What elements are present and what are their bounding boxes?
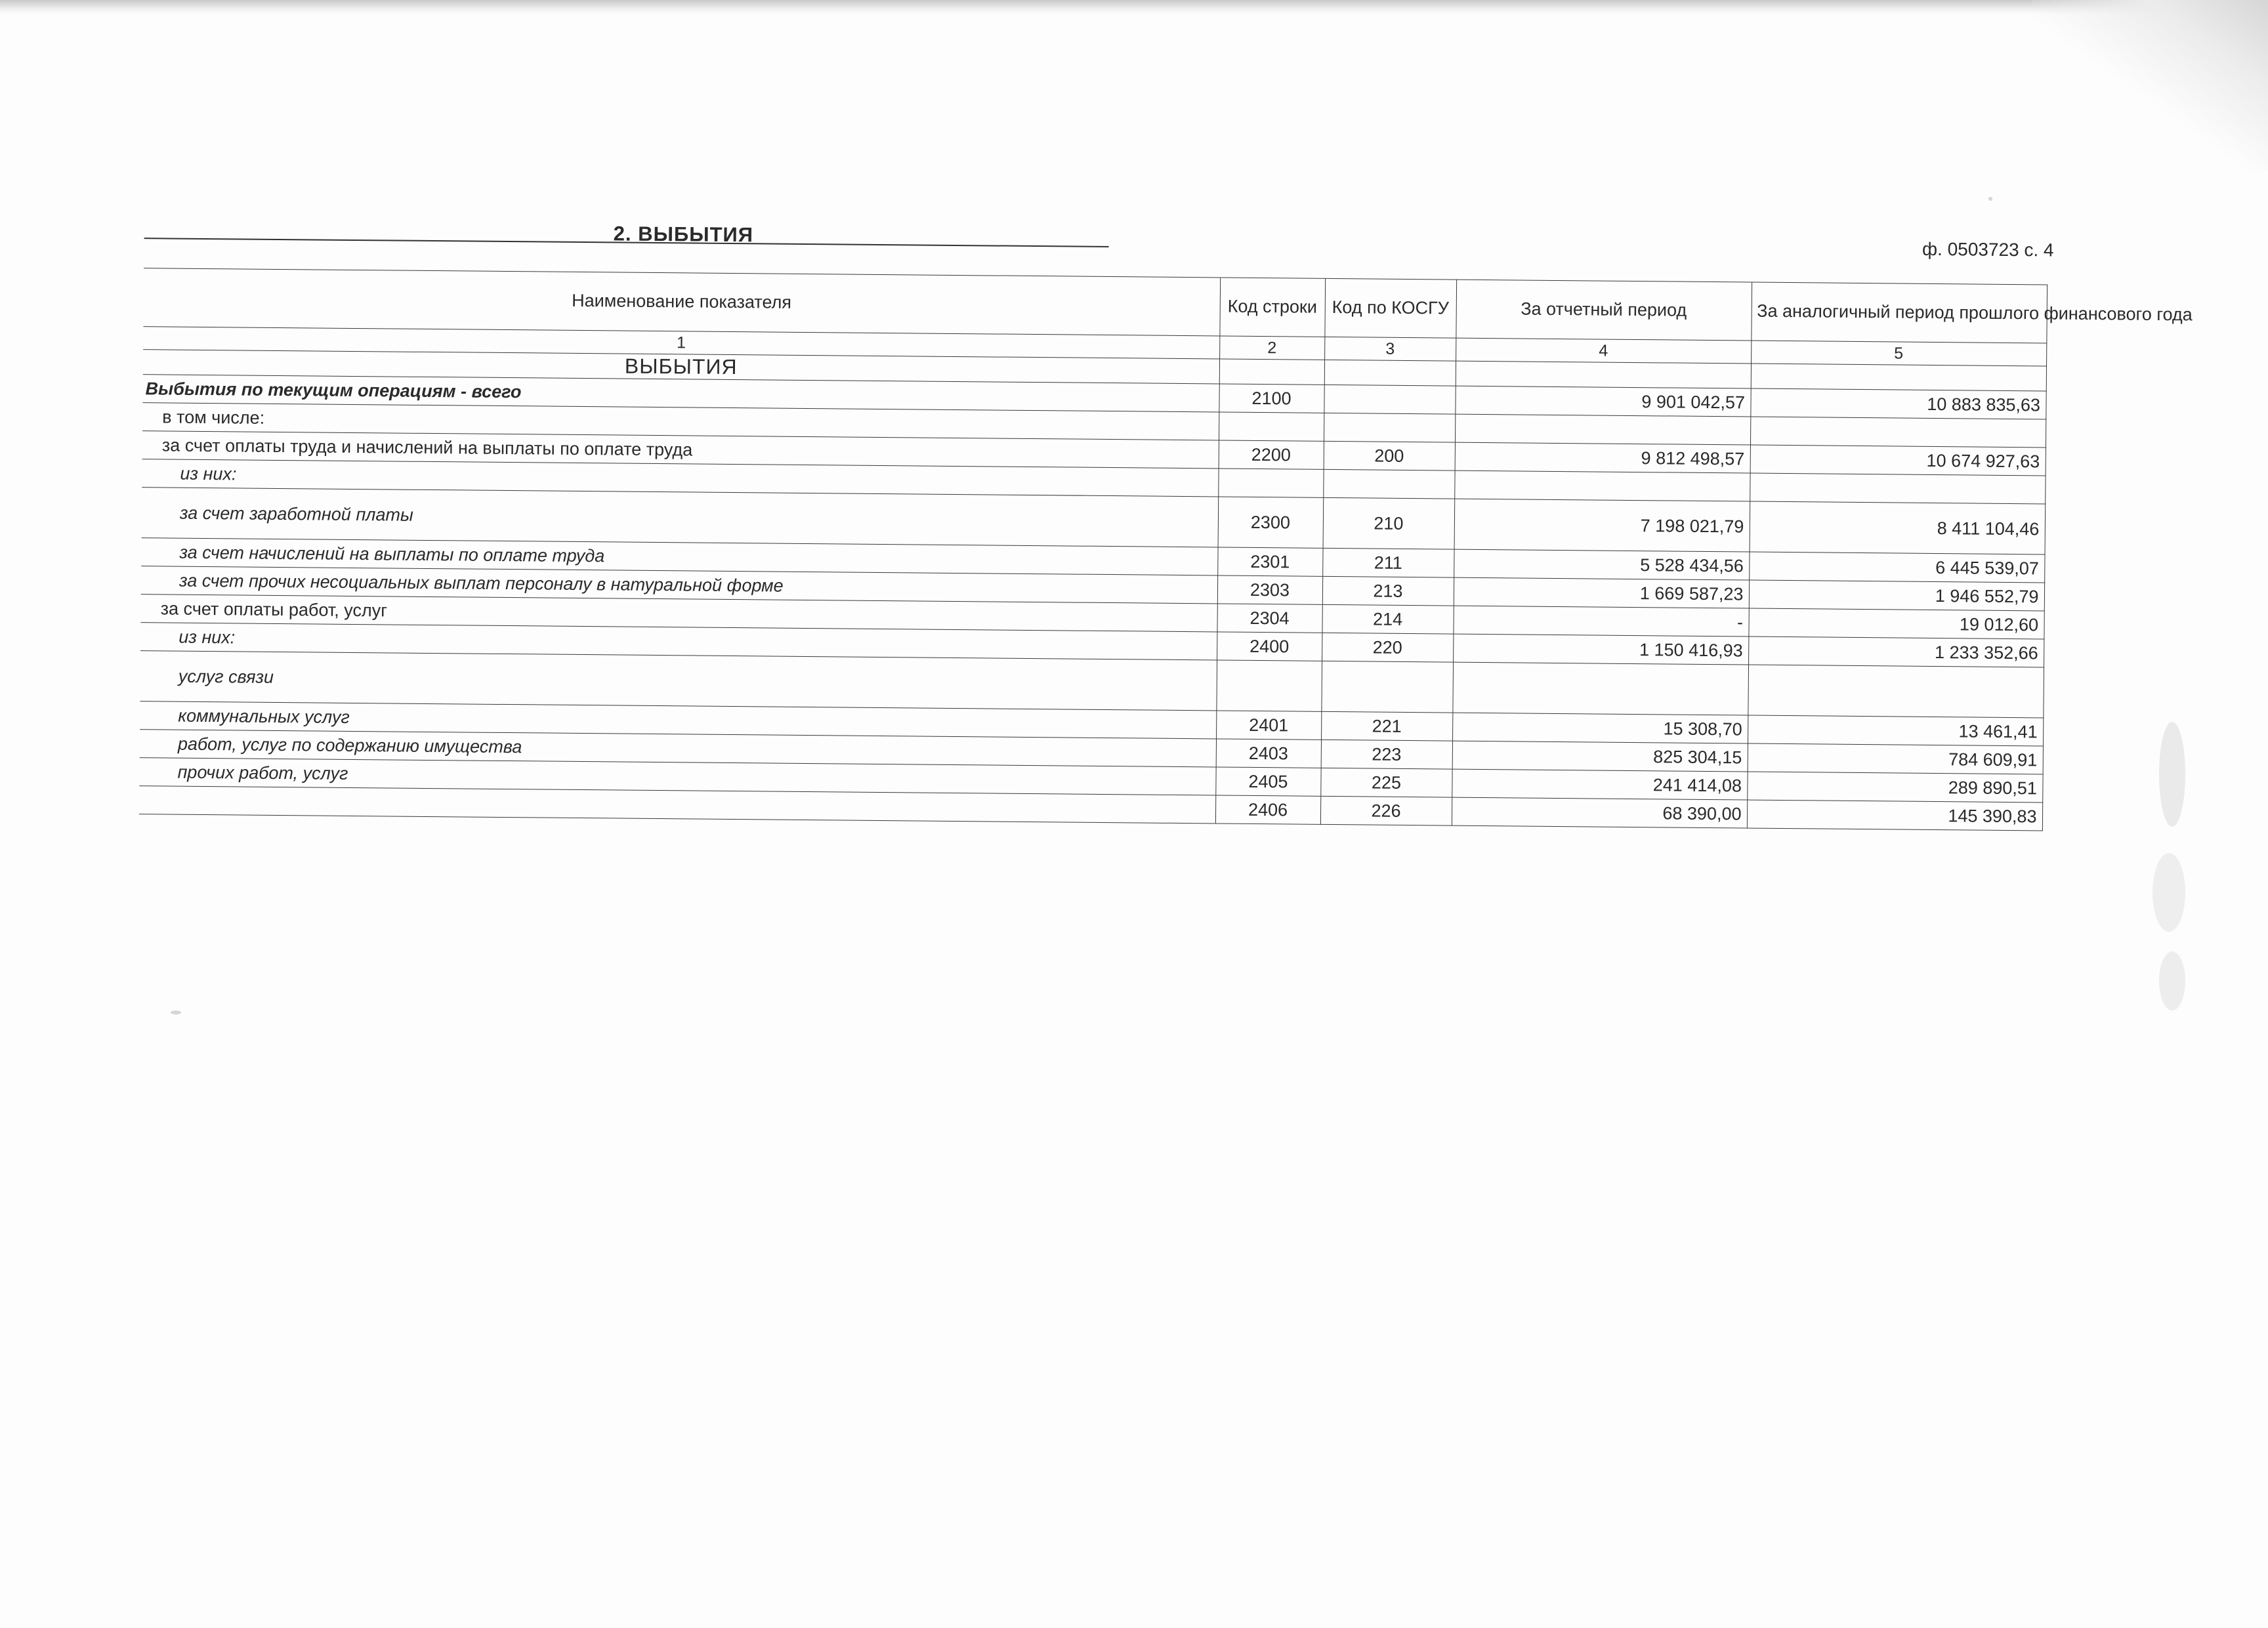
row-name: за счет оплаты работ, услуг bbox=[141, 595, 1217, 632]
row-previous bbox=[1748, 665, 2044, 718]
scan-speckle bbox=[2152, 853, 2185, 932]
row-current: 68 390,00 bbox=[1452, 797, 1747, 828]
row-code bbox=[1219, 412, 1324, 441]
row-name: за счет начислений на выплаты по оплате труда bbox=[141, 538, 1217, 575]
row-current bbox=[1452, 662, 1748, 715]
row-code: 2300 bbox=[1218, 497, 1324, 548]
row-previous: 289 890,51 bbox=[1747, 772, 2042, 803]
row-code: 2301 bbox=[1217, 547, 1322, 576]
row-name: за счет прочих несоциальных выплат персоналу в натуральной форме bbox=[141, 566, 1217, 604]
row-current: 9 901 042,57 bbox=[1455, 386, 1750, 417]
header-name: Наименование показателя bbox=[143, 268, 1220, 336]
scan-speckle bbox=[1988, 197, 1992, 201]
row-kosgu: 223 bbox=[1321, 740, 1452, 769]
column-number: 1 bbox=[143, 327, 1219, 359]
row-kosgu: 220 bbox=[1322, 633, 1453, 662]
row-code: 2405 bbox=[1215, 767, 1320, 796]
row-current: - bbox=[1453, 606, 1748, 637]
row-kosgu bbox=[1323, 469, 1454, 499]
row-code: 2403 bbox=[1216, 739, 1321, 768]
row-name: в том числе: bbox=[142, 403, 1219, 440]
scan-corner-shade bbox=[2032, 0, 2268, 171]
row-kosgu: 225 bbox=[1320, 768, 1452, 797]
outflows-table bbox=[139, 268, 2193, 831]
row-kosgu bbox=[1321, 661, 1453, 713]
row-kosgu: 221 bbox=[1321, 711, 1452, 741]
row-previous: 1 233 352,66 bbox=[1748, 637, 2044, 667]
row-code bbox=[1218, 469, 1323, 497]
section-label: ВЫБЫТИЯ bbox=[143, 350, 1219, 384]
row-previous: 145 390,83 bbox=[1747, 800, 2042, 831]
row-name: услуг связи bbox=[140, 651, 1217, 711]
row-code: 2406 bbox=[1215, 795, 1320, 824]
empty-cell bbox=[1456, 361, 1751, 388]
row-current: 7 198 021,79 bbox=[1454, 499, 1750, 552]
row-previous bbox=[1750, 473, 2045, 504]
empty-cell bbox=[1324, 360, 1456, 386]
row-current: 1 150 416,93 bbox=[1453, 634, 1748, 665]
row-current: 241 414,08 bbox=[1452, 769, 1747, 800]
column-number: 2 bbox=[1219, 336, 1324, 360]
column-number: 5 bbox=[1751, 341, 2046, 366]
row-name: из них: bbox=[142, 459, 1218, 497]
row-kosgu bbox=[1324, 385, 1455, 414]
scan-top-edge bbox=[0, 0, 2268, 14]
row-previous: 19 012,60 bbox=[1748, 608, 2044, 639]
header-kosgu: Код по КОСГУ bbox=[1324, 278, 1456, 338]
row-current: 15 308,70 bbox=[1452, 713, 1748, 743]
header-line-code: Код строки bbox=[1219, 278, 1325, 337]
row-previous: 1 946 552,79 bbox=[1749, 580, 2044, 611]
row-current: 1 669 587,23 bbox=[1454, 577, 1749, 608]
section-title: 2. ВЫБЫТИЯ bbox=[613, 222, 754, 247]
row-name: из них: bbox=[140, 623, 1217, 660]
scan-speckle bbox=[2159, 722, 2185, 827]
row-current: 825 304,15 bbox=[1452, 741, 1748, 772]
row-name: за счет заработной платы bbox=[142, 488, 1219, 547]
row-kosgu: 200 bbox=[1324, 441, 1455, 470]
row-previous: 8 411 104,46 bbox=[1750, 501, 2046, 554]
row-previous: 13 461,41 bbox=[1748, 715, 2043, 746]
column-number: 3 bbox=[1324, 337, 1456, 361]
row-kosgu: 226 bbox=[1320, 796, 1452, 825]
row-name: Выбытия по текущим операциям - всего bbox=[142, 375, 1219, 412]
row-kosgu bbox=[1324, 413, 1455, 442]
row-current bbox=[1455, 414, 1750, 445]
scan-speckle bbox=[171, 1011, 181, 1014]
scan-speckle bbox=[2159, 951, 2185, 1011]
column-number: 4 bbox=[1456, 338, 1751, 364]
header-previous-period: За аналогичный период прошлого финансового года bbox=[1751, 282, 2047, 343]
row-code: 2303 bbox=[1217, 575, 1322, 604]
row-name: за счет оплаты труда и начислений на выплаты по оплате труда bbox=[142, 431, 1219, 469]
row-kosgu: 211 bbox=[1322, 548, 1454, 577]
row-name: работ, услуг по содержанию имущества bbox=[140, 730, 1216, 767]
row-name: прочих работ, услуг bbox=[139, 758, 1215, 795]
row-current bbox=[1454, 470, 1750, 501]
row-kosgu: 214 bbox=[1322, 604, 1453, 634]
row-previous: 10 883 835,63 bbox=[1750, 388, 2046, 419]
empty-cell bbox=[1751, 364, 2046, 391]
row-kosgu: 213 bbox=[1322, 576, 1454, 606]
report-sheet bbox=[126, 210, 2193, 826]
row-name: коммунальных услуг bbox=[140, 701, 1216, 739]
row-previous: 6 445 539,07 bbox=[1749, 552, 2044, 583]
row-current: 9 812 498,57 bbox=[1455, 442, 1750, 473]
row-current: 5 528 434,56 bbox=[1454, 549, 1749, 580]
row-kosgu: 210 bbox=[1323, 497, 1455, 549]
row-code: 2200 bbox=[1219, 440, 1324, 469]
row-code: 2304 bbox=[1217, 604, 1322, 633]
row-previous: 10 674 927,63 bbox=[1750, 445, 2046, 476]
row-code: 2401 bbox=[1216, 711, 1321, 740]
row-code bbox=[1216, 660, 1322, 711]
form-code: ф. 0503723 с. 4 bbox=[1922, 238, 2054, 261]
row-code: 2400 bbox=[1217, 632, 1322, 661]
row-previous: 784 609,91 bbox=[1748, 743, 2043, 774]
header-current-period: За отчетный период bbox=[1456, 280, 1752, 341]
row-previous bbox=[1750, 417, 2046, 448]
row-code: 2100 bbox=[1219, 384, 1324, 413]
empty-cell bbox=[1219, 359, 1324, 385]
